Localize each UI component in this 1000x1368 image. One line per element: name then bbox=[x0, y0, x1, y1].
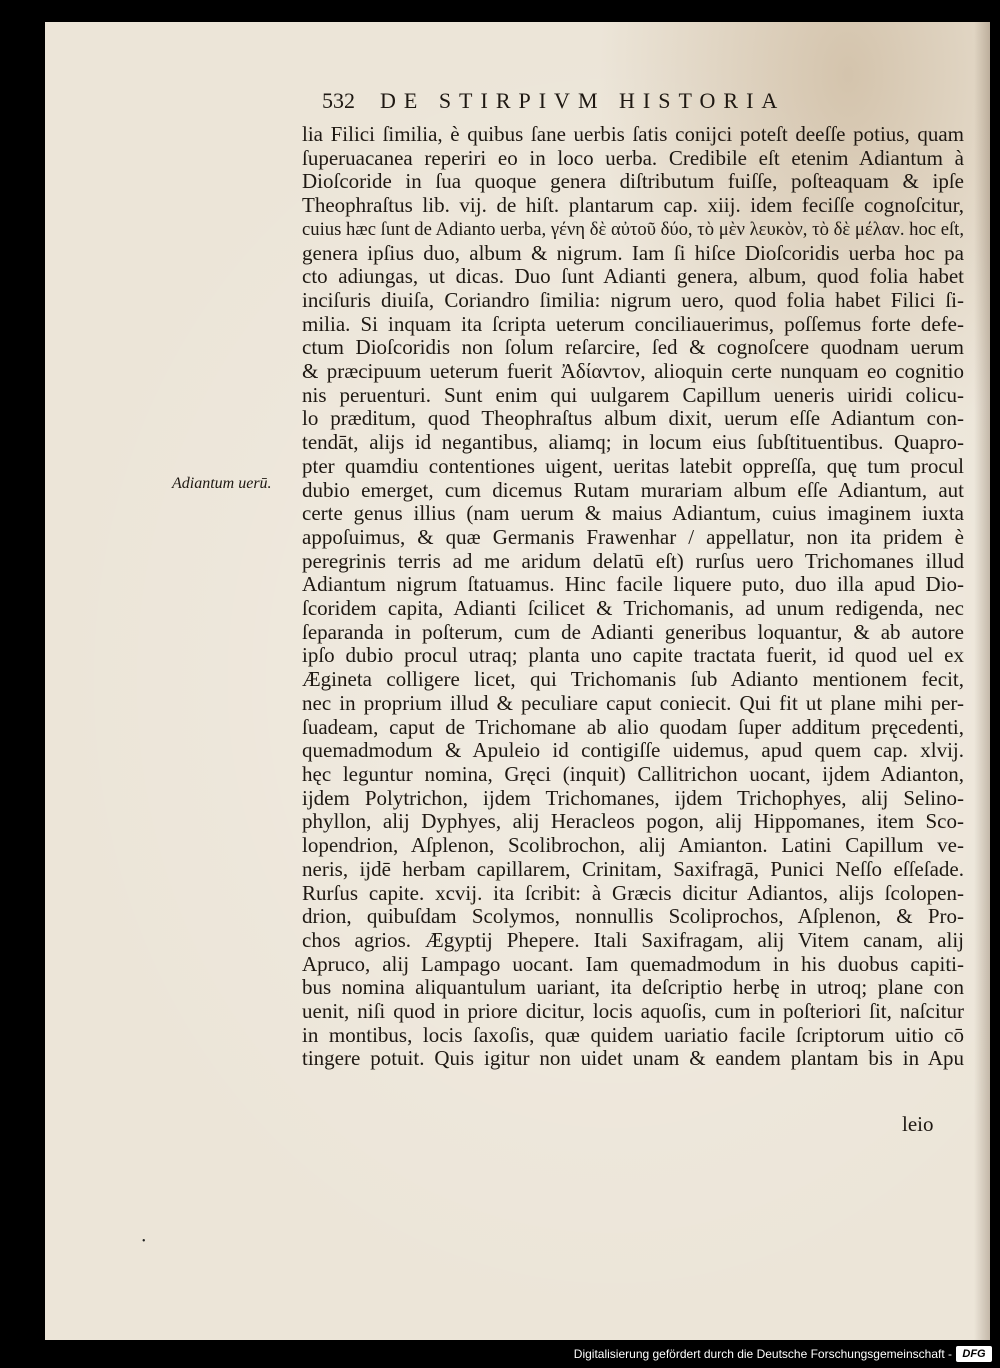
stray-mark: • bbox=[142, 1236, 146, 1247]
text-line: milia. Si inquam ita ſcripta ueterum conciliauerimus, poſſemus forte defe- bbox=[302, 311, 964, 336]
running-title: DE STIRPIVM HISTORIA bbox=[380, 88, 786, 113]
text-line: & præcipuum ueterum fuerit Ἀδίαντον, alioquin certe nunquam eo cognitio bbox=[302, 359, 964, 384]
text-line: Rurſus capite. xcvij. ita ſcribit: à Græcis dicitur Adiantos, alijs ſcolopen- bbox=[302, 880, 964, 905]
text-line: phyllon, alij Dyphyes, alij Heracleos pogon, alij Hippomanes, item Sco- bbox=[302, 809, 964, 834]
text-line: in montibus, locis ſaxoſis, quæ quidem uariatio facile ſcriptorum uitio cō bbox=[302, 1022, 964, 1047]
text-line: bus nomina aliquantulum uariant, ita deſcriptio herbę in utroq; plane con bbox=[302, 975, 964, 1000]
text-line: hęc leguntur nomina, Gręci (inquit) Callitrichon uocant, ijdem Adianton, bbox=[302, 761, 964, 786]
footer-credit: Digitalisierung gefördert durch die Deutsche Forschungsgemeinschaft - bbox=[573, 1347, 952, 1361]
dfg-logo: DFG bbox=[956, 1346, 992, 1362]
text-line: tingere potuit. Quis igitur non uidet unam & eandem plantam bis in Apu bbox=[302, 1046, 964, 1071]
text-line: lo præditum, quod Theophraſtus album dixit, uerum eſſe Adiantum con- bbox=[302, 406, 964, 431]
text-line: ipſo dubio procul utraq; planta uno capite tractata fuerit, id quod uel ex bbox=[302, 643, 964, 668]
text-line: ſuadeam, caput de Trichomane ab alio quodam ſuper additum pręcedenti, bbox=[302, 714, 964, 739]
text-line: uenit, niſi quod in priore dicitur, locis aquoſis, cum in poſteriori ſit, naſcitur bbox=[302, 999, 964, 1024]
text-line: nec in proprium illud & peculiare caput coniecit. Qui fit ut plane mihi per- bbox=[302, 690, 964, 715]
text-line: drion, quibuſdam Scolymos, nonnullis Scoliprochos, Aſplenon, & Pro- bbox=[302, 904, 964, 929]
text-line: cuius hæc ſunt de Adianto uerba, γένη δὲ αὐτοῦ δύο, τὸ μὲν λευκὸν, τὸ δὲ μέλαν. hoc eſt, bbox=[302, 218, 964, 240]
text-line: ſuperuacanea reperiri eo in loco uerba. Credibile eſt etenim Adiantum à bbox=[302, 145, 964, 170]
text-line: Apruco, alij Lampago uocant. Iam quemadmodum in his duobus capiti- bbox=[302, 951, 964, 976]
text-line: chos agrios. Ægyptij Phepere. Itali Saxifragam, alij Vitem canam, alij bbox=[302, 927, 964, 952]
margin-note: Adiantum uerū. bbox=[172, 475, 272, 492]
text-line: peregrinis terris ad me aridum delatū eſt) rurſus uero Trichomanes illud bbox=[302, 548, 964, 573]
body-text bbox=[302, 123, 964, 1071]
text-line: certe genus illius (nam uerum & maius Adiantum, cuius imaginem iuxta bbox=[302, 501, 964, 526]
text-line: Theophraſtus lib. vij. de hiſt. plantarum cap. xiij. idem feciſſe cognoſcitur, bbox=[302, 193, 964, 218]
page-number: 532 bbox=[322, 88, 355, 113]
text-line: quemadmodum & Apuleio id contigiſſe uidemus, apud quem cap. xlvij. bbox=[302, 738, 964, 763]
text-line: nis peruenturi. Sunt enim qui uulgarem Capillum ueneris uiridi colicu- bbox=[302, 382, 964, 407]
text-line: Dioſcoride in ſua quoque genera diſtributum fuiſſe, poſteaquam & ipſe bbox=[302, 169, 964, 194]
text-line: genera ipſius duo, album & nigrum. Iam ſi hiſce Dioſcoridis uerba hoc pa bbox=[302, 240, 964, 265]
text-line: tendāt, alijs id negantibus, aliamq; in locum eius ſubſtituentibus. Quapro- bbox=[302, 430, 964, 455]
text-line: appoſuimus, & quæ Germanis Frawenhar / appellatur, non ita pridem è bbox=[302, 524, 964, 549]
text-line: lopendrion, Aſplenon, Scolibrochon, alij Amianton. Latini Capillum ve- bbox=[302, 833, 964, 858]
text-line: inciſuris diuiſa, Coriandro ſimilia: nigrum uero, quod folia habet Filici ſi- bbox=[302, 287, 964, 312]
page-spine-shadow bbox=[974, 22, 990, 1340]
text-line: ſeparanda in poſterum, cum de Adianti generibus loquantur, & ab autore bbox=[302, 619, 964, 644]
text-line: ijdem Polytrichon, ijdem Trichomanes, ijdem Trichophyes, alij Selino- bbox=[302, 785, 964, 810]
page-header bbox=[322, 88, 842, 118]
text-line: lia Filici ſimilia, è quibus ſane uerbis ſatis conijci poteſt deeſſe potius, quam bbox=[302, 122, 964, 146]
text-line: Ægineta colligere licet, qui Trichomanis ſub Adianto mentionem fecit, bbox=[302, 667, 964, 692]
text-line: ſcoridem capita, Adianti ſcilicet & Trichomanis, ad unum redigenda, nec bbox=[302, 596, 964, 621]
text-line: ctum Dioſcoridis non ſolum reſarcire, ſed & cognoſcere quodnam uerum bbox=[302, 335, 964, 360]
text-line: cto adiungas, ut dicas. Duo ſunt Adianti genera, album, quod folia habet bbox=[302, 264, 964, 289]
text-line: Adiantum nigrum ſtatuamus. Hinc facile liquere puto, duo illa apud Dio- bbox=[302, 572, 964, 597]
text-line: pter quamdiu contentiones uigent, ueritas latebit oppreſſa, quę tum procul bbox=[302, 453, 964, 478]
catchword: leio bbox=[902, 1112, 934, 1136]
text-line: neris, ijdē herbam capillarem, Crinitam, Saxifragā, Punici Neſſo eſſeſade. bbox=[302, 856, 964, 881]
text-line: dubio emerget, cum dicemus Rutam murariam album eſſe Adiantum, aut bbox=[302, 477, 964, 502]
